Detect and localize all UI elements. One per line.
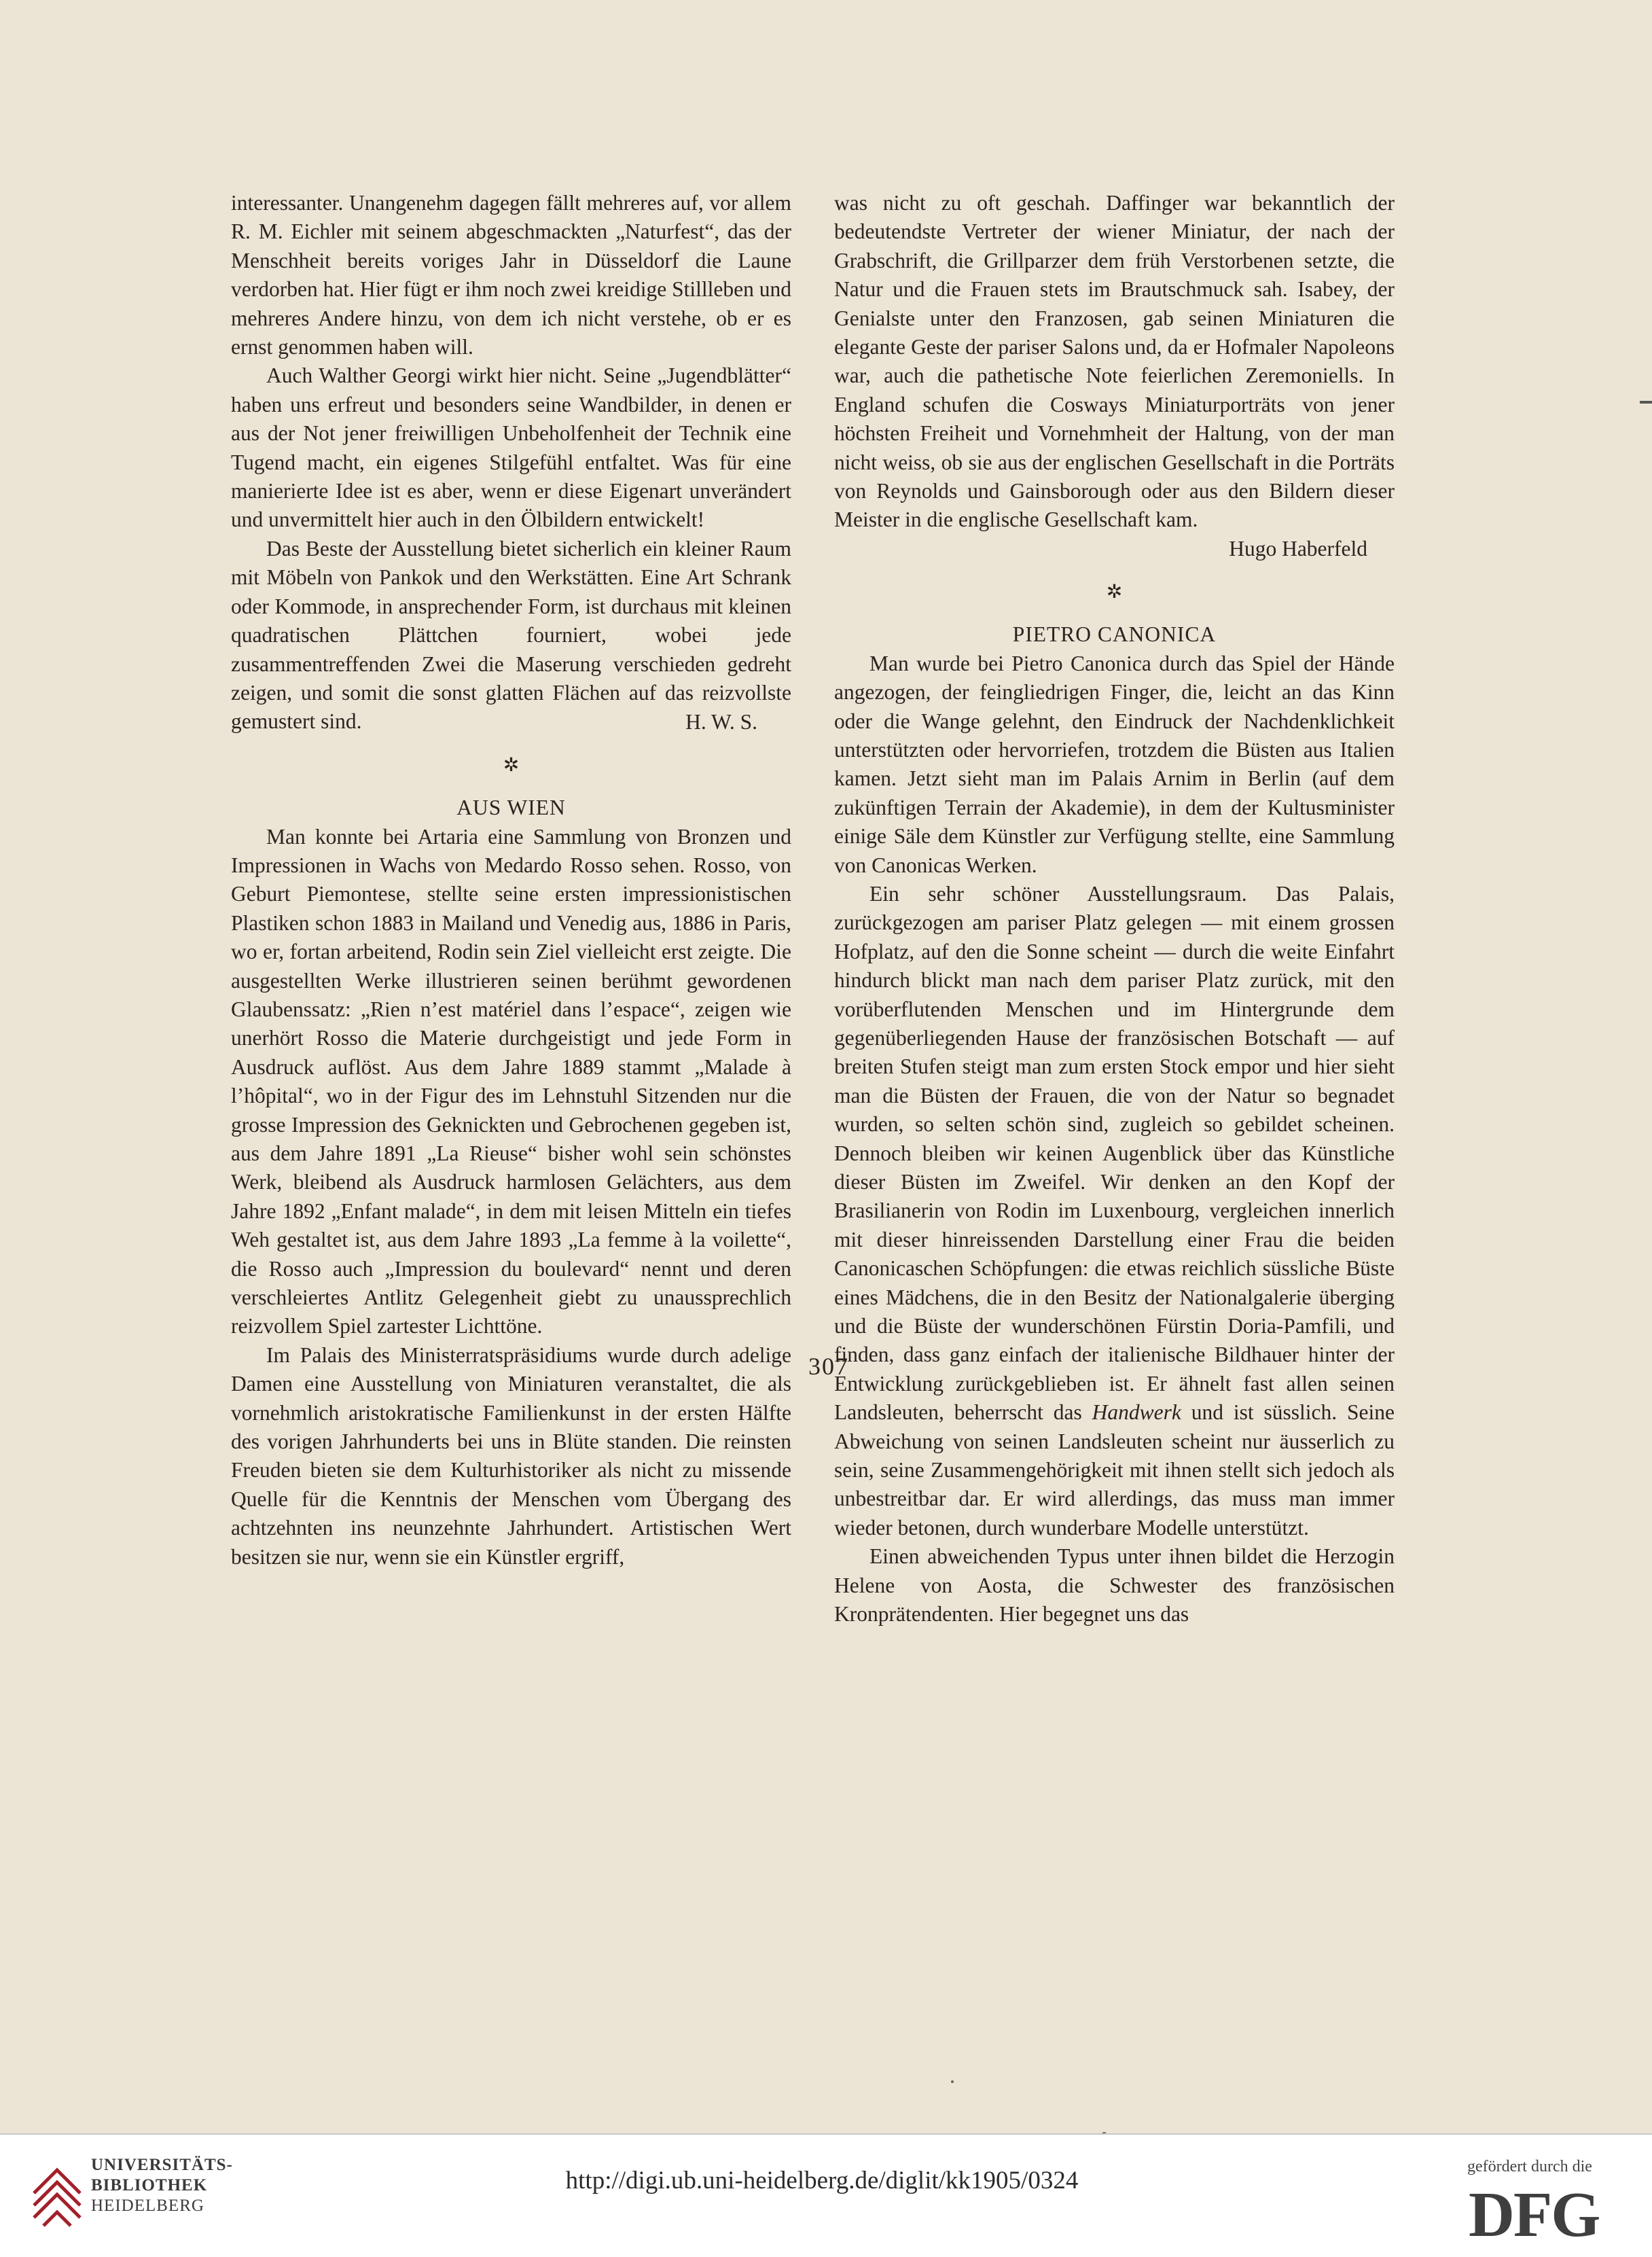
signature-text: H. W. S. [685, 709, 757, 734]
page-number: 307 [808, 1353, 849, 1380]
text-run: Ein sehr schöner Ausstellungsraum. Das Palais, zurückgezogen am pariser Platz gelegen — mit einem grossen Hofplatz, auf den die Sonne scheint — durch die weite Einfahrt hindurch blickt man nach dem pariser Platz zurück, mit den vorüberflutenden Menschen und im Hintergrunde dem gegenüberliegenden Hause der französischen Botschaft — auf breiten Stufen steigt man zum ersten Stock empor und hier sieht man die Büsten der Frauen, die von der Natur so begnadet wurden, so selten schön sind, zugleich so gebildet scheinen. Dennoch bleiben wir keinen Augenblick über das Künstliche dieser Büsten im Zweifel. Wir denken an den Kopf der Brasilianerin von Rodin im Luxenbourg, vergleichen innerlich mit dieser hinreissenden Darstellung einer Frau die beiden Canonicaschen Schöpfungen: die etwas reichlich süssliche Büste eines Mädchens, die in den Besitz der Nationalgalerie überging und die Büste der wunderschönen Fürstin Doria-Pamfili, und finden, dass ganz einfach der italienische Bildhauer hinter der Entwicklung zurückgeblieben ist. Er ähnelt fast allen seinen Landsleuten, beherrscht das [834, 881, 1395, 1425]
library-logo-icon[interactable] [27, 2152, 86, 2234]
text-run: und ist süsslich. Seine Abweichung von seinen Landsleuten scheint nur äusserlich zu sein, seine Zusammengehörigkeit mit ihnen stellt sich jedoch als unbestreitbar dar. Er wird allerdings, das muss man immer wieder betonen, durch wunderbare Modelle unterstützt. [834, 1400, 1395, 1540]
paragraph [834, 880, 1395, 1542]
permalink-url[interactable]: http://digi.ub.uni-heidelberg.de/diglit/kk1905/0324 [565, 2167, 1079, 2194]
footer-bar [0, 2133, 1652, 2257]
author-signature: Hugo Haberfeld [1229, 536, 1367, 561]
library-name-line: BIBLIOTHEK [91, 2176, 208, 2194]
section-heading: AUS WIEN [456, 796, 566, 820]
library-name-line: HEIDELBERG [91, 2197, 204, 2215]
left-column [231, 189, 791, 1571]
paragraph: Einen abweichenden Typus unter ihnen bildet die Herzogin Helene von Aosta, die Schwester des französischen Kronprätendenten. Hier begegnet uns das [834, 1544, 1395, 1627]
footer-divider [0, 2133, 1652, 2135]
paragraph: Man konnte bei Artaria eine Sammlung von Bronzen und Impressionen in Wachs von Medardo Rosso sehen. Rosso, von Geburt Piemontese, stellte seine ersten impressionistischen Plastiken schon 1883 in Mailand und Venedig aus, 1886 in Paris, wo er, fortan arbeitend, Rodin sein Ziel vielleicht erst zeigte. Die ausgestellten Werke illustrieren seinen berühmt gewordenen Glaubenssatz: „Rien n’est matériel dans l’espace“, zeigen wie unerhört Rosso die Materie durchgeistigt und jede Form in Ausdruck auflöst. Aus dem Jahre 1889 stammt „Malade à l’hôpital“, wo in der Figur des im Lehnstuhl Sitzenden nur die grosse Impression des Geknickten und Gebrochenen gegeben ist, aus dem Jahre 1891 „La Rieuse“ bisher wohl sein schönstes Werk, bleibend als Ausdruck harmlosen Gelächters, aus dem Jahre 1892 „Enfant malade“, in dem mit leisen Mitteln ein tiefes Weh gestaltet ist, aus dem Jahre 1893 „La femme à la voilette“, die Rosso auch „Impression du boulevard“ nennt und deren verschleiertes Antlitz Gelegenheit giebt zu unaussprechlich reizvollem Spiel zartester Lichttöne. [231, 824, 791, 1338]
section-divider-icon: ✲ [503, 755, 520, 777]
paragraph: interessanter. Unangenehm dagegen fällt mehreres auf, vor allem R. M. Eichler mit seinem abgeschmackten „Naturfest“, das der Menschheit bereits voriges Jahr in Düsseldorf die Laune verdorben hat. Hier fügt er ihm noch zwei kreidige Stillleben und mehreres Andere hinzu, von dem ich nicht verstehe, ob er es ernst genommen haben will. [231, 191, 791, 359]
section-heading: PIETRO CANONICA [1012, 622, 1217, 647]
paragraph: Das Beste der Ausstellung bietet sicherlich ein kleiner Raum mit Möbeln von Pankok und den Werkstätten. Eine Art Schrank oder Kommode, in ansprechender Form, ist durchaus mit kleinen quadratischen Plättchen fourniert, wobei jede zusammentreffenden Zwei die Maserung verschieden gedreht zeigen, und somit die sonst glatten Flächen auf das reizvollste gemustert sind. [231, 536, 791, 734]
page-edge-mark [1640, 401, 1652, 404]
scan-speck [951, 2080, 954, 2083]
dfg-logo[interactable]: DFG [1469, 2180, 1600, 2250]
italic-term: Handwerk [1092, 1400, 1181, 1425]
paragraph: Im Palais des Ministerratspräsidiums wurde durch adelige Damen eine Ausstellung von Miniaturen veranstaltet, die als vornehmlich aristokratische Familienkunst in der ersten Hälfte des vorigen Jahrhunderts bei uns in Blüte standen. Die reinsten Freuden bieten sie dem Kulturhistoriker als nicht zu missende Quelle für die Kenntnis der Menschen vom Übergang des achtzehnten ins neunzehnte Jahrhundert. Artistischen Wert besitzen sie nur, wenn sie ein Künstler ergriff, [231, 1343, 791, 1569]
paragraph: Auch Walther Georgi wirkt hier nicht. Seine „Jugendblätter“ haben uns erfreut und besonders seine Wandbilder, in denen er aus der Not jener freiwilligen Unbeholfenheit der Technik eine Tugend macht, ein eigenes Stilgefühl entfaltet. Was für eine manierierte Idee ist es aber, wenn er diese Eigenart unverändert und unvermittelt hier auch in den Ölbildern entwickelt! [231, 363, 791, 532]
library-name-line: UNIVERSITÄTS- [91, 2156, 233, 2174]
paragraph: was nicht zu oft geschah. Daffinger war bekanntlich der bedeutendste Vertreter der wiener Miniatur, der nach der Grabschrift, die Grillparzer dem früh Verstorbenen setzte, die Natur und die Frauen stets im Brautschmuck sah. Isabey, der Genialste unter den Franzosen, gab seinen Miniaturen die elegante Geste der pariser Salons und, da er Hofmaler Napoleons war, auch die pathetische Note feierlichen Zeremoniells. In England schufen die Cosways Miniaturporträts von jener höchsten Freiheit und Vornehmheit der Haltung, von der man nicht weiss, ob sie aus der englischen Gesellschaft in die Porträts von Reynolds und Gainsborough oder aus den Bildern dieser Meister in die englische Gesellschaft kam. [834, 191, 1395, 532]
funding-note: gefördert durch die [1467, 2158, 1592, 2175]
right-column [834, 189, 1395, 1629]
library-name[interactable] [91, 2155, 233, 2216]
paragraph: Man wurde bei Pietro Canonica durch das Spiel der Hände angezogen, der feingliedrigen Finger, die, leicht an das Kinn oder die Wange gelehnt, den Eindruck der Nachdenklichkeit unterstützten oder hervorriefen, trotzdem die Büsten aus Italien kamen. Jetzt sieht man im Palais Arnim in Berlin (auf dem zukünftigen Terrain der Akademie), in dem der Kultusminister einige Säle dem Künstler zur Verfügung stellte, eine Sammlung von Canonicas Werken. [834, 651, 1395, 877]
section-divider-icon: ✲ [1106, 582, 1123, 603]
